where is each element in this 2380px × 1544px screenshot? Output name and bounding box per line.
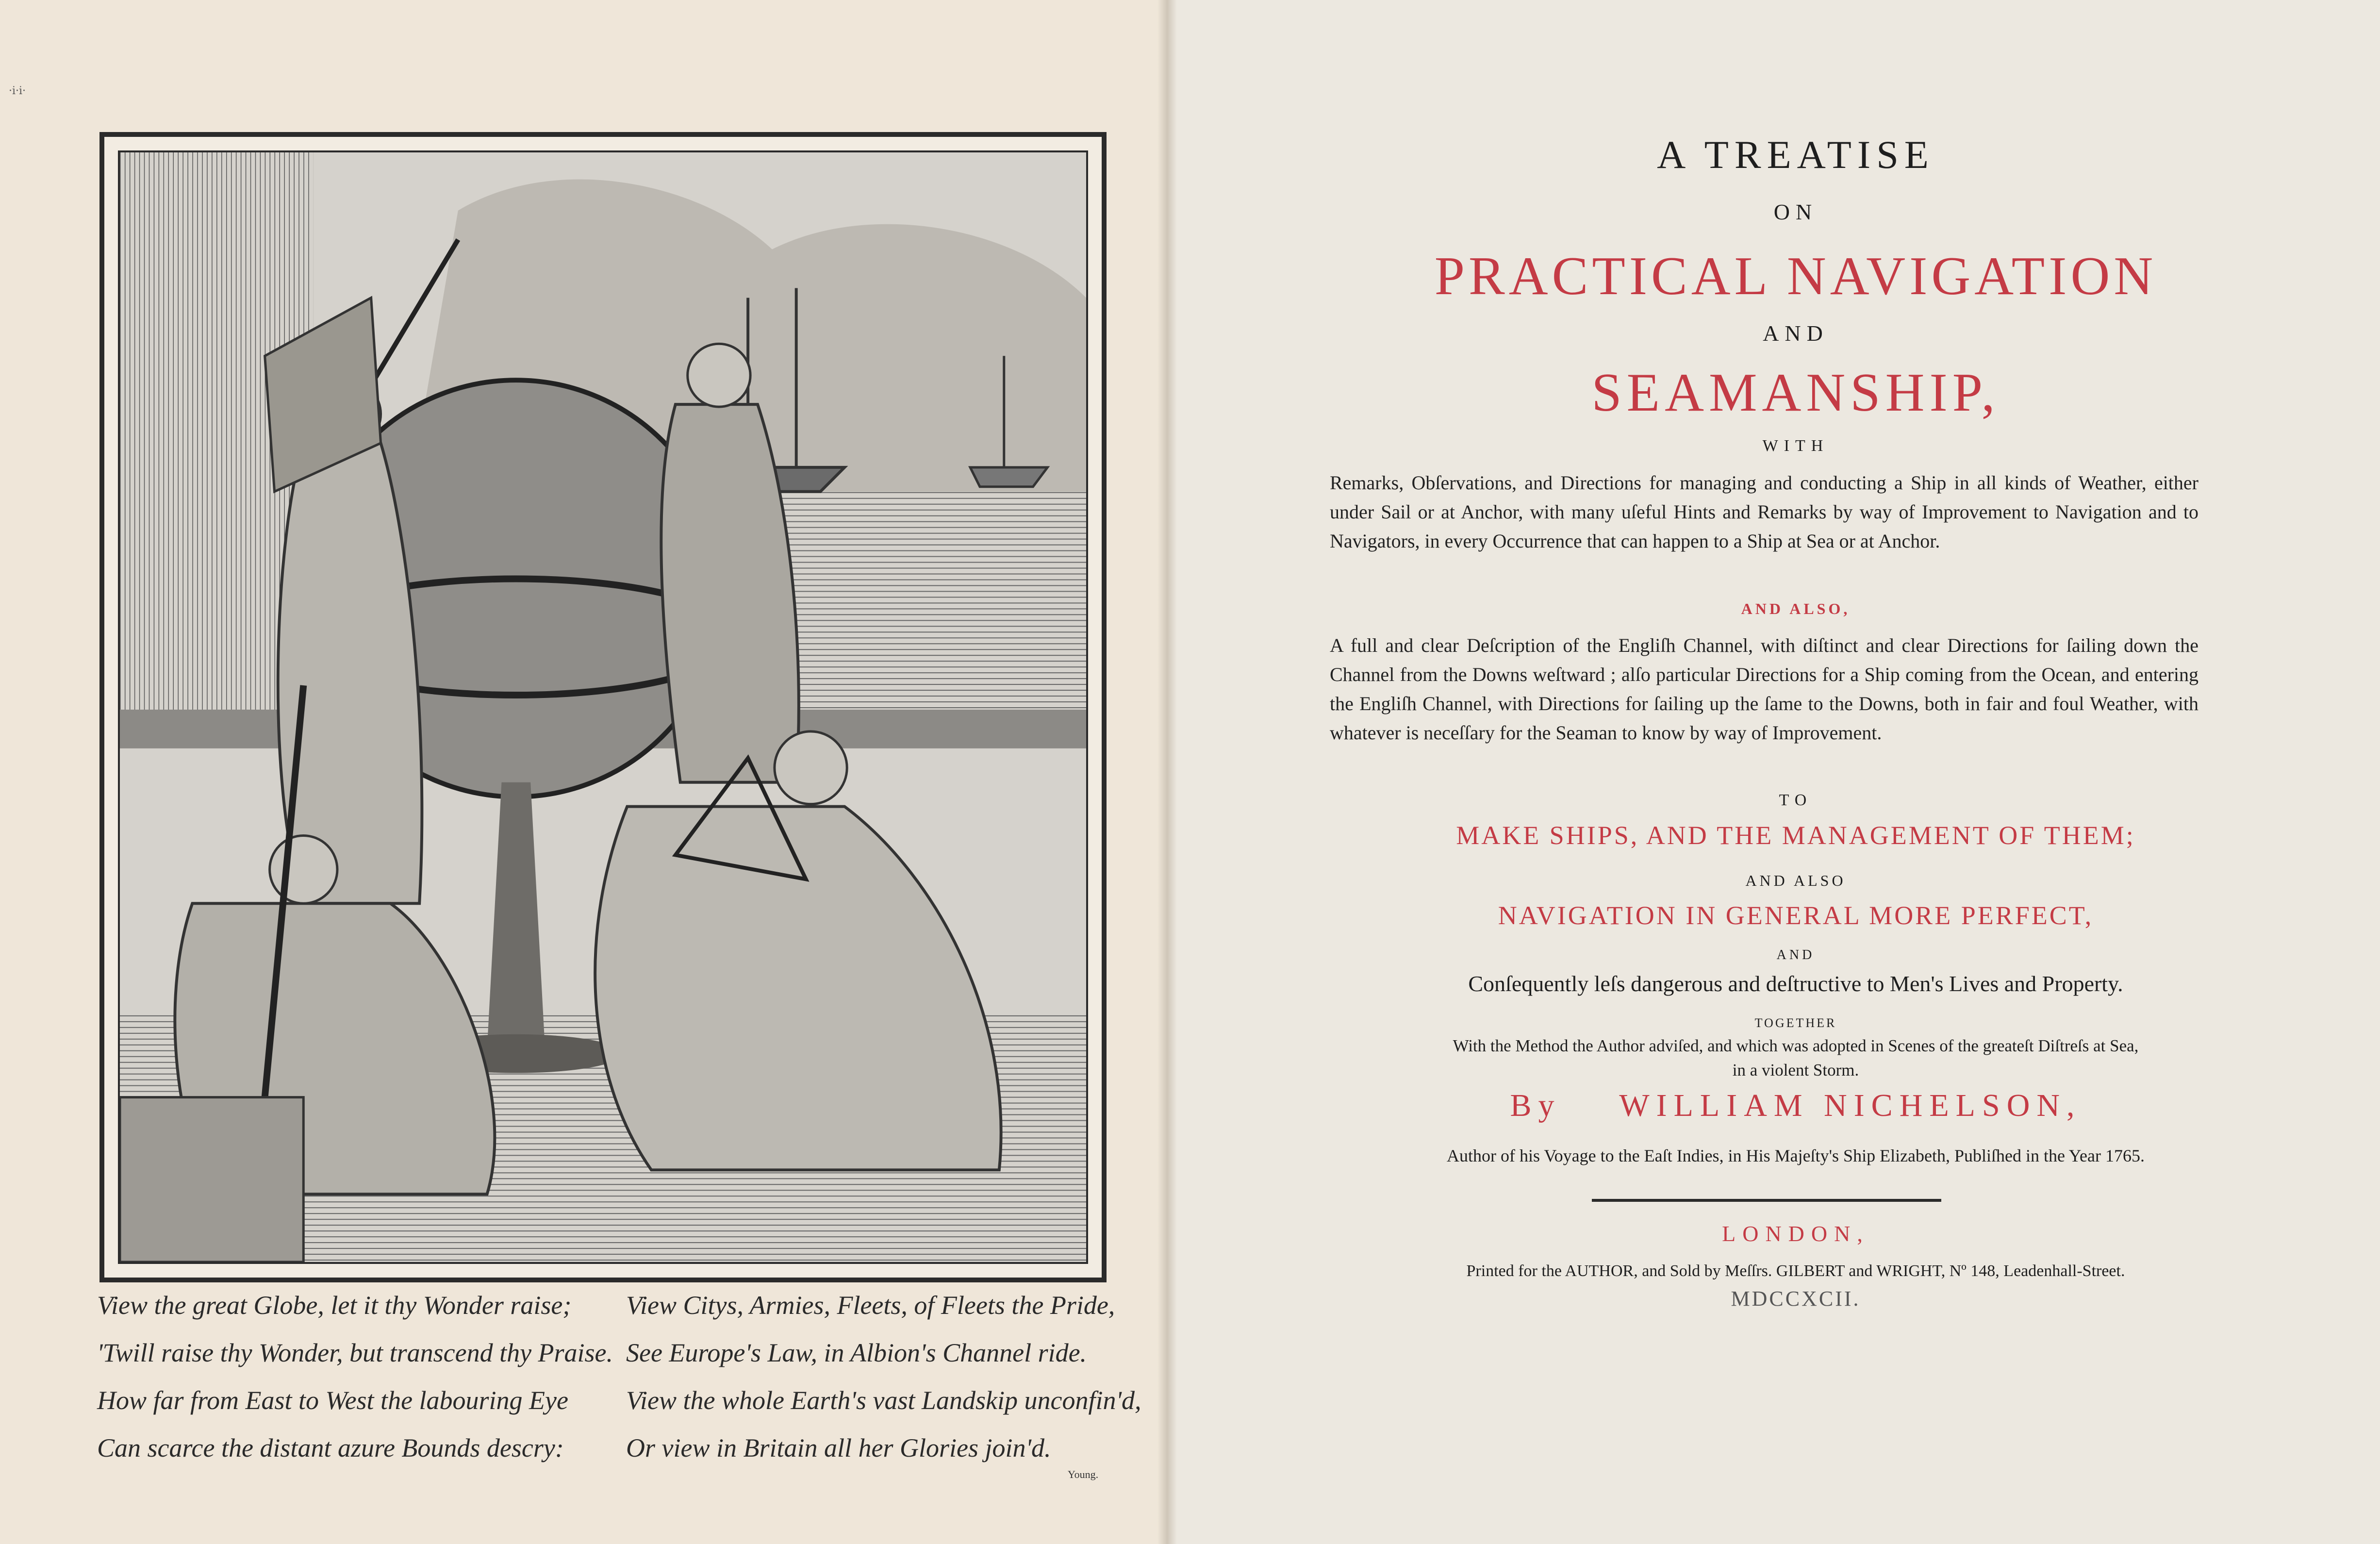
- method-line-1: With the Method the Author adviſed, and which was adopted in Scenes of the greateſt Diſtreſs at Sea,: [1453, 1036, 2139, 1055]
- verse-line: View the whole Earth's vast Landskip unconfin'd,: [626, 1386, 1141, 1415]
- verse-line: 'Twill raise thy Wonder, but transcend thy Praise.: [97, 1338, 613, 1367]
- engraver-signature: Young.: [1068, 1468, 1099, 1480]
- engraving-frame: [99, 132, 1107, 1282]
- verse-block-left: [97, 1281, 613, 1472]
- figure-head: [775, 731, 847, 804]
- book-gutter: [1157, 0, 1177, 1544]
- title-on: ON: [1773, 199, 1818, 224]
- allegorical-engraving-svg: [120, 152, 1086, 1262]
- imprint-year: MDCCXCII.: [1731, 1287, 1861, 1311]
- paragraph-description: A full and clear Deſcription of the Engliſh Channel, with diſtinct and clear Directions for ſailing down the Channel from the Downs weſtward ; alſo particular Directions for a Ship coming from the Ocean, and entering the Engliſh Channel, with Directions for ſailing up the ſame to the Downs, both in fair and foul Weather, with whatever is neceſſary for the Seaman to know by way of Improvement.: [1330, 634, 2198, 744]
- title-page: [1165, 0, 2380, 1544]
- author-line: [1310, 1087, 2281, 1124]
- verse-line: View the great Globe, let it thy Wonder raise;: [97, 1291, 572, 1320]
- title-and: AND: [1763, 321, 1829, 346]
- corner-mark: ·i·i·: [9, 85, 26, 97]
- author-note: Author of his Voyage to the Eaſt Indies, in His Majeſty's Ship Elizabeth, Publiſhed in the Year 1765.: [1446, 1146, 2145, 1165]
- figure-head: [270, 836, 337, 904]
- verse-line: See Europe's Law, in Albion's Channel ride.: [626, 1338, 1087, 1367]
- by-word: By: [1510, 1088, 1561, 1123]
- imprint-city: LONDON,: [1722, 1221, 1869, 1246]
- paragraph-remarks: Remarks, Obſervations, and Directions for managing and conducting a Ship in all kinds of Weather, either under Sail or at Anchor, with many uſeful Hints and Remarks by way of Improvement to Navigation and to Navigators, in every Occurrence that can happen to a Ship at Sea or at Anchor.: [1330, 472, 2198, 552]
- imprint-printer: Printed for the AUTHOR, and Sold by Meſſrs. GILBERT and WRIGHT, Nº 148, Leadenhall-Street.: [1466, 1262, 2125, 1280]
- author-name: WILLIAM NICHELSON,: [1619, 1088, 2082, 1123]
- stone-block: [120, 1097, 303, 1262]
- title-and-small: AND: [1776, 947, 1815, 963]
- and-also-red: AND ALSO,: [1741, 600, 1851, 617]
- engraving-illustration: [118, 150, 1088, 1264]
- make-ships-line: MAKE SHIPS, AND THE MANAGEMENT OF THEM;: [1456, 821, 2135, 850]
- figure-head: [688, 344, 750, 407]
- verse-line: Can scarce the distant azure Bounds descry:: [97, 1433, 564, 1462]
- title-practical-navigation: PRACTICAL NAVIGATION: [1434, 246, 2157, 306]
- title-seamanship: SEAMANSHIP,: [1591, 363, 2000, 423]
- verse-line: View Citys, Armies, Fleets, of Fleets the Pride,: [626, 1291, 1115, 1320]
- and-also-black: AND ALSO: [1745, 872, 1846, 889]
- consequently-line: Conſequently leſs dangerous and deſtructive to Men's Lives and Property.: [1468, 971, 2123, 996]
- title-a-treatise: A TREATISE: [1657, 133, 1934, 177]
- verse-line: How far from East to West the labouring Eye: [97, 1386, 568, 1415]
- verse-block-right: [626, 1281, 1141, 1472]
- title-together: TOGETHER: [1754, 1016, 1837, 1030]
- title-with: WITH: [1762, 437, 1829, 455]
- method-line-2: in a violent Storm.: [1732, 1061, 1859, 1079]
- horizontal-rule: [1592, 1199, 1941, 1202]
- title-to: TO: [1779, 791, 1813, 809]
- verse-line: Or view in Britain all her Glories join'd.: [626, 1433, 1051, 1462]
- navigation-perfect-line: NAVIGATION IN GENERAL MORE PERFECT,: [1498, 901, 2094, 930]
